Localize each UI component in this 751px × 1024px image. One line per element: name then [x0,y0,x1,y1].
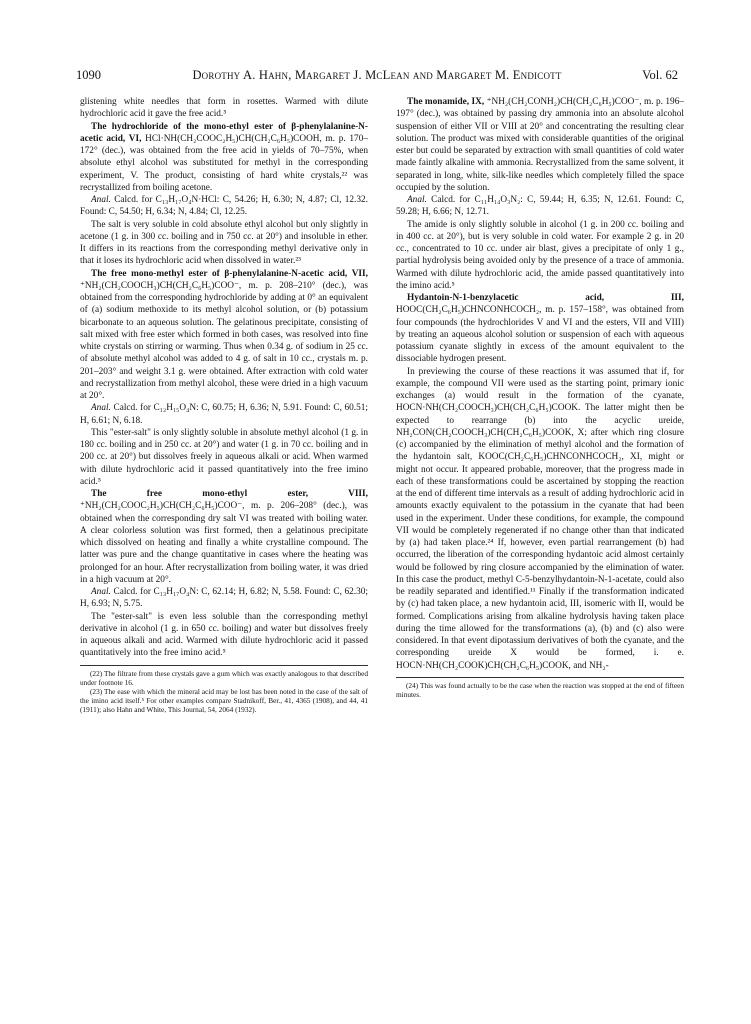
analysis-label: Anal. [407,195,427,205]
analysis-paragraph [396,194,684,219]
compound-heading: The free mono-ethyl ester, VIII, [91,489,368,499]
paragraph-body: ⁺NH₂(CH₂CONH₂)CH(CH₂C₆H₅)COO⁻, m. p. 196–197° (dec.), was obtained by passing dry ammonia into an absolute alcohol suspension of either VII or VIII at 20° and concentrating the resulting clear solution. The product was mixed with considerable quantities of the original ester but could be separated by extraction with small quantities of cold water made faintly alkaline with ammonia. Recrystallized from the same solvent, it separated in long, white, silk-like needles which completely filled the space occupied by the solution. [396,97,684,193]
analysis-paragraph [80,586,368,611]
paragraph-body: ⁺NH₂(CH₂COOCH₃)CH(CH₂C₆H₅)COO⁻, m. p. 208–210° (dec.), was obtained from the corresponding hydrochloride by adding at 0° an equivalent of (a) sodium methoxide to its methyl alcohol solution, or (b) potassium bicarbonate to an aqueous solution. The gelatinous precipitate, consisting of salt mixed with free ester which formed in both cases, was resolved into fine white crystals on stirring or warming. Thus when 0.34 g. of sodium in 25 cc. of absolute methyl alcohol was added to 4 g. of salt in 10 cc., crystals m. p. 201–203° and weight 3.1 g. were obtained. After extraction with cold water and recrystallization from methyl alcohol, these were dried in a high vacuum at 20°. [80,280,368,401]
footnote-rule [80,665,368,666]
paragraph-compound-ix [396,96,684,194]
paragraph-body: HCl·NH(CH₂COOC₂H₅)CH(CH₂C₆H₅)COOH, m. p. 170–172° (dec.), was obtained from the free acid in yields of 70–75%, when absolute ethyl alcohol was substituted for methyl in the corresponding experiment, V. The product, consisting of hard white crystals,²² was recrystallized from boiling acetone. [80,133,368,193]
analysis-label: Anal. [91,403,111,414]
analysis-values: Calcd. for C₁₃H₁₇O₄N·HCl: C, 54.26; H, 6.30; N, 4.87; Cl, 12.32. Found: C, 54.50; H, 6.34; N, 4.84; Cl, 12.25. [80,195,368,218]
analysis-values: Calcd. for C₁₃H₁₇O₄N: C, 62.14; H, 6.82; N, 5.58. Found: C, 62.30; H, 6.93; N, 5.75. [80,587,368,610]
paragraph: In previewing the course of these reactions it was assumed that if, for example, the compound VII were used as the starting point, primary ionic exchanges (a) would result in the formation of the cyanate, HOCN·NH(CH₂COOCH₃)CH(CH₂C₆H₅)COOK. The latter might then be expected to rearrange (b) into the acyclic ureide, NH₂CON(CH₂COOCH₃)CH(CH₂C₆H₅)COOK, X; after which ring closure (c) accompanied by the elimination of methyl alcohol and the formation of the hydantoin salt, KOOC(CH₂C₆H₅)CHNCONHCOCH₂, XI, might or might not occur. It appeared probable, moreover, that the progress made in each of these transformations could be ascertained by stopping the reaction at the end of different time intervals as a result of adding hydrochloric acid in amounts exactly equivalent to the potassium in the cyanate that had been used in the experiment. Under these conditions, for example, the compound VII would be completely regenerated if no change other than that indicated by (a) had taken place.²⁴ If, however, even partial rearrangement (b) had occurred, the liberation of the corresponding hydantoic acid almost certainly would be followed by ring closure accompanied by the elimination of water. In this case the product, methyl C-5-benzylhydantoin-N-1-acetate, could also be readily separated and identified.¹¹ Finally if the transformation indicated by (c) had taken place, a new hydantoin acid, III, isomeric with II, would be formed. Complications arising from alkaline hydrolysis having taken place during the time allowed for the transformations (a), (b) and (c) also were considered. In that event dipotassium derivatives of both the cyanate, and the corresponding ureide X would be formed, i. e. HOCN·NH(CH₂COOK)CH(CH₂C₆H₅)COOK, and NH₂- [396,366,684,671]
paragraph: This "ester-salt" is only slightly soluble in absolute methyl alcohol (1 g. in 180 cc. boiling and in 250 cc. at 20°) and water (1 g. in 70 cc. boiling and in 200 cc. at 20°) but dissolves freely in aqueous alkali or acid. When warmed with dilute hydrochloric acid it passed quantitatively into the free imino acid.⁵ [80,427,368,487]
volume-label: Vol. 62 [642,68,678,82]
paragraph-compound-viii [80,488,368,586]
running-header-authors: Dorothy A. Hahn, Margaret J. McLean and Margaret M. Endicott [192,68,562,82]
paragraph-body: ⁺NH₂(CH₂COOC₂H₅)CH(CH₂C₆H₅)COO⁻, m. p. 206–208° (dec.), was obtained when the corresponding dry salt VI was treated with boiling water. A clear colorless solution was first formed, then a gelatinous precipitate which dissolved on heating and finally a white crystalline compound. The latter was pure and the change quantitative in cases where the heating was prolonged for an hour. After recrystallization from boiling water, it was dried in a high vacuum at 20°. [80,501,368,585]
paragraph-compound-iii [396,292,684,366]
analysis-label: Anal. [91,195,111,205]
right-column [396,96,684,699]
compound-heading: The monamide, IX, [407,97,485,107]
paragraph: The salt is very soluble in cold absolute ethyl alcohol but only slightly in acetone (1 g. in 300 cc. boiling and in 750 cc. at 20°) and insoluble in ether. It differs in its reactions from the corresponding methyl derivative only in that it loses its hydrochloric acid when dissolved in water.²³ [80,219,368,267]
paragraph: glistening white needles that form in rosettes. Warmed with dilute hydrochloric acid it gave the free acid.⁵ [80,97,368,120]
page-number: 1090 [76,68,101,82]
analysis-paragraph [80,194,368,219]
paragraph-compound-vi [80,121,368,195]
footnote-24: (24) This was found actually to be the case when the reaction was stopped at the end of fifteen minutes. [396,680,684,699]
compound-heading: The free mono-methyl ester of β-phenylalanine-N-acetic acid, VII, [91,268,368,279]
analysis-paragraph [80,402,368,427]
footnote-22: (22) The filtrate from these crystals gave a gum which was exactly analogous to that described under footnote 16. [80,668,368,687]
paragraph-compound-vii [80,268,368,403]
analysis-label: Anal. [91,587,111,597]
paragraph: The "ester-salt" is even less soluble than the corresponding methyl derivative in alcohol (1 g. in 650 cc. boiling) and water but dissolves freely in aqueous alkali and acid. Warmed with dilute hydrochloric acid it passed quantitatively into the free imino acid.⁵ [80,611,368,659]
running-header [76,67,678,83]
compound-heading: Hydantoin-N-1-benzylacetic acid, III, [407,293,684,303]
paragraph: The amide is only slightly soluble in alcohol (1 g. in 200 cc. boiling and in 400 cc. at 20°), but is very soluble in cold water. For example 2 g. in 20 cc., concentrated to 10 cc. under air blast, gives a precipitate of only 1 g., partial hydrolysis being avoided only by the presence of a trace of ammonia. Warmed with dilute hydrochloric acid, the amide passed quantitatively into the imino acid.⁵ [396,219,684,291]
paragraph-body: HOOC(CH₂C₆H₅)CHNCONHCOCH₂, m. p. 157–158°, was obtained from four compounds (the hydrochlorides V and VI and the esters, VII and VIII) by treating an aqueous alcohol solution or suspension of each with aqueous potassium cyanate slightly in excess of the amount equivalent to the dissociable hydrogen present. [396,305,684,365]
analysis-values: Calcd. for C₁₂H₁₅O₄N: C, 60.75; H, 6.36; N, 5.91. Found: C, 60.51; H, 6.61; N, 6.18. [80,403,368,426]
footnote-rule [396,677,684,678]
footnote-23: (23) The ease with which the mineral acid may be lost has been noted in the case of the salt of the imino acid itself.⁵ For other examples compare Stadnikoff, Ber., 41, 4365 (1908), and 44, 41 (1911); also Hahn and White, This Journal, 54, 2064 (1932). [80,686,368,715]
left-column [80,96,368,715]
compound-heading: The hydrochloride of the mono-ethyl ester of β-phenylalanine-N-acetic acid, VI, [80,121,368,144]
analysis-values: Calcd. for C₁₁H₁₄O₃N₂: C, 59.44; H, 6.35; N, 12.61. Found: C, 59.28; H, 6.66; N, 12.71. [396,195,684,218]
